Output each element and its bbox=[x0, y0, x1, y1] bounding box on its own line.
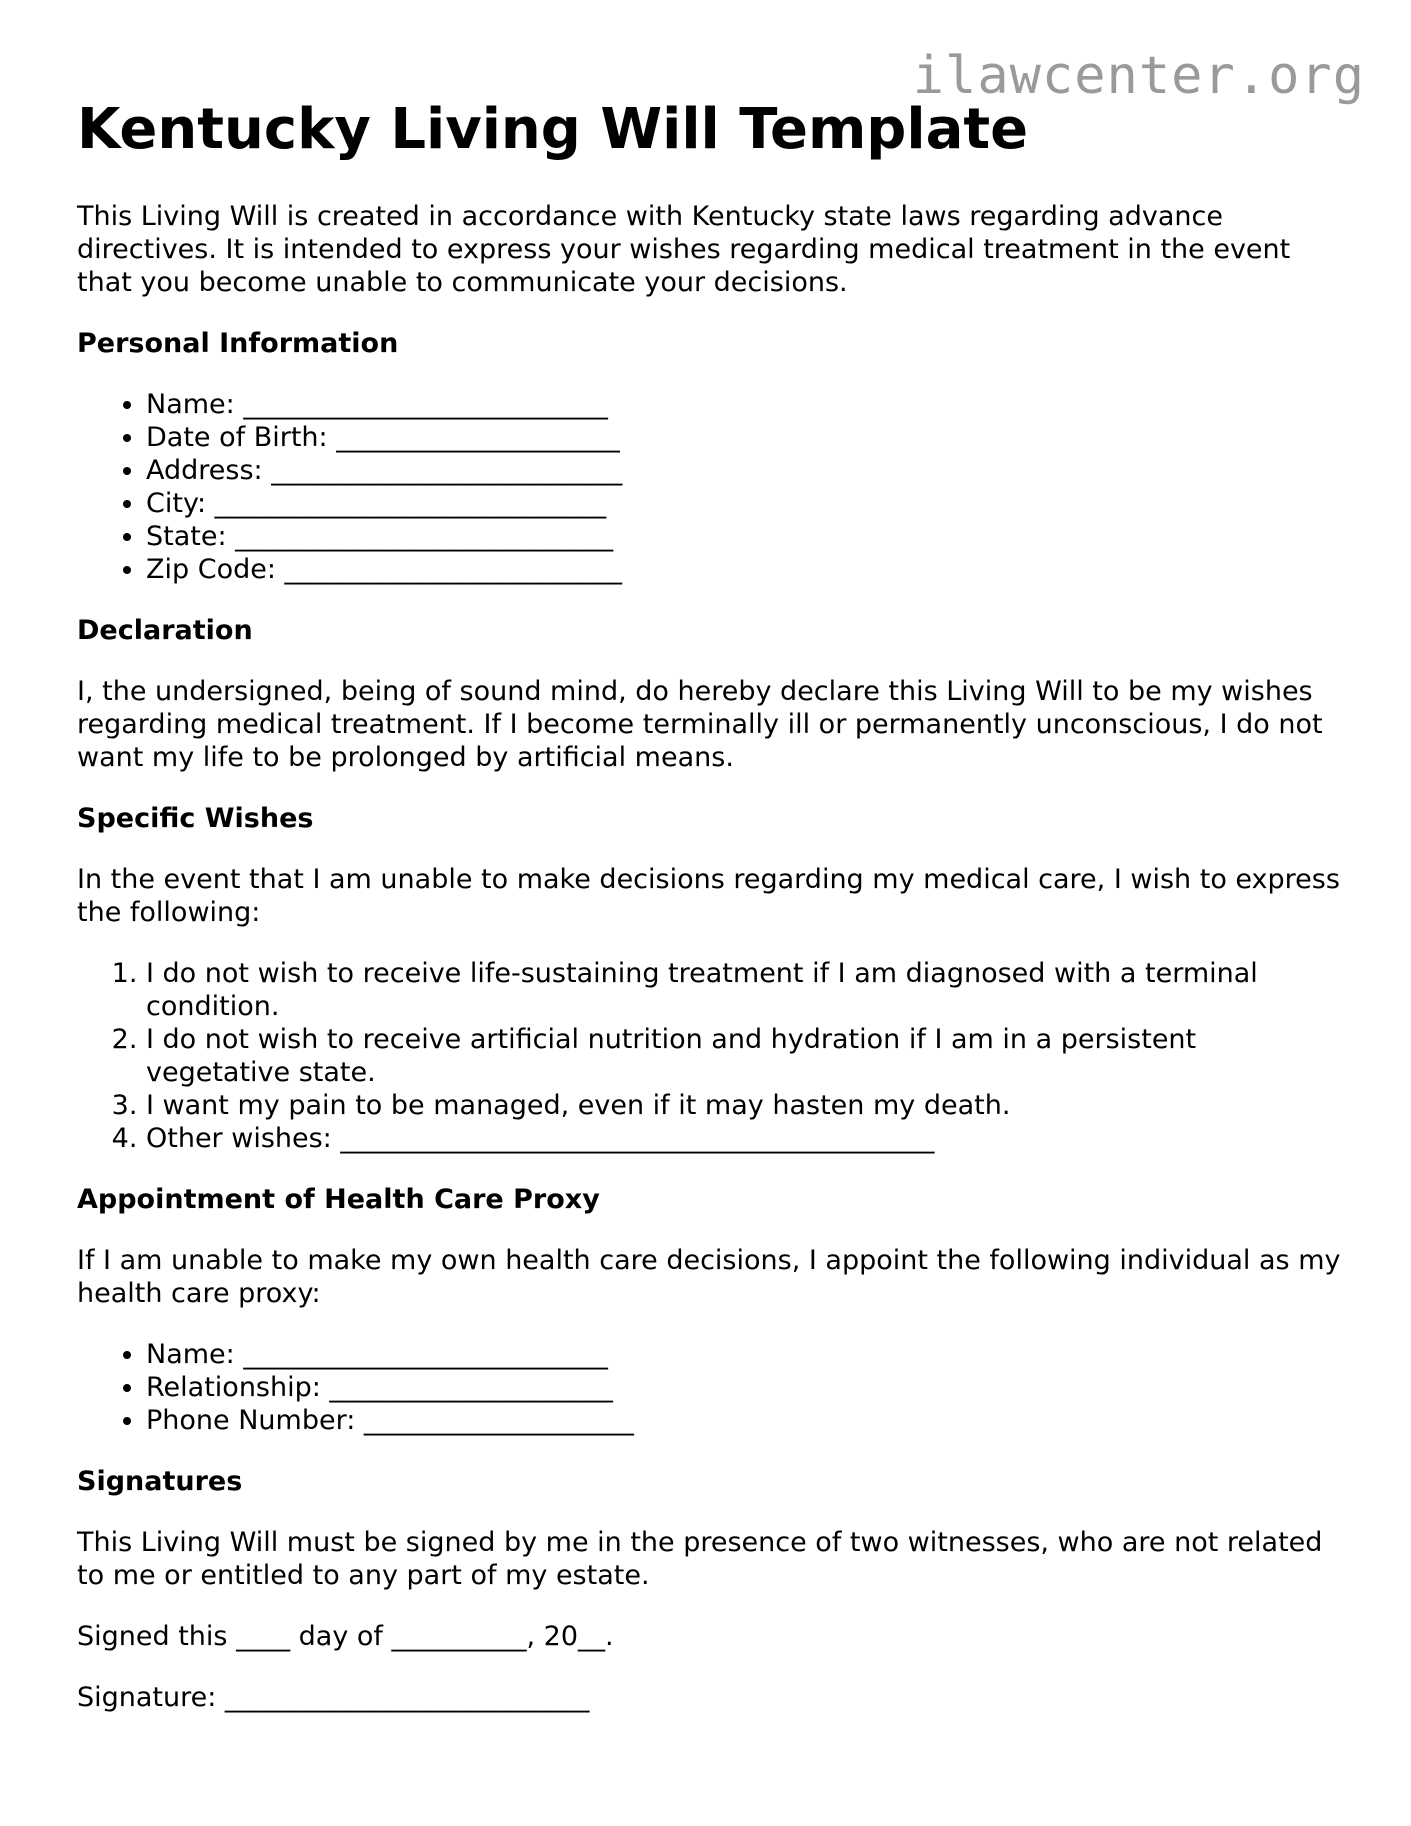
document bbox=[77, 98, 1347, 1742]
intro-paragraph: This Living Will is created in accordance with Kentucky state laws regarding advance directives. It is intended to express your wishes regarding medical treatment in the event that you become unable to communicate your decisions. bbox=[77, 201, 1291, 299]
signatures-heading: Signatures bbox=[77, 1466, 243, 1498]
page-title: Kentucky Living Will Template bbox=[77, 97, 1029, 162]
proxy-list bbox=[77, 1338, 1347, 1437]
wish-item: 1. I do not wish to receive life-sustaining treatment if I am diagnosed with a terminal condition. bbox=[146, 957, 1347, 1023]
specific-wishes-heading: Specific Wishes bbox=[77, 803, 314, 835]
declaration-heading: Declaration bbox=[77, 615, 253, 647]
proxy-name-field[interactable]: • Name: ___________________________ bbox=[146, 1338, 1347, 1371]
proxy-relationship-field[interactable]: • Relationship: _____________________ bbox=[146, 1371, 1347, 1404]
personal-address-field[interactable]: • Address: __________________________ bbox=[146, 454, 1347, 487]
specific-wishes-list bbox=[77, 957, 1347, 1155]
proxy-phone-field[interactable]: • Phone Number: ____________________ bbox=[146, 1404, 1347, 1437]
declaration-paragraph: I, the undersigned, being of sound mind, do hereby declare this Living Will to be my wishes regarding medical treatment. If I become terminally ill or permanently unconscious, I do not want my life to be prolonged by artificial means. bbox=[77, 676, 1323, 774]
proxy-intro: If I am unable to make my own health care decisions, I appoint the following individual as my health care proxy: bbox=[77, 1245, 1341, 1310]
personal-info-list bbox=[77, 388, 1347, 586]
wish-item: 3. I want my pain to be managed, even if it may hasten my death. bbox=[146, 1089, 1347, 1122]
signature-field[interactable]: Signature: ___________________________ bbox=[77, 1682, 590, 1714]
personal-info-heading: Personal Information bbox=[77, 328, 399, 360]
personal-state-field[interactable]: • State: ____________________________ bbox=[146, 520, 1347, 553]
watermark: ilawcenter.org bbox=[912, 46, 1365, 106]
personal-dob-field[interactable]: • Date of Birth: _____________________ bbox=[146, 421, 1347, 454]
signatures-paragraph: This Living Will must be signed by me in the presence of two witnesses, who are not related to me or entitled to any part of my estate. bbox=[77, 1527, 1323, 1592]
personal-name-field[interactable]: • Name: ___________________________ bbox=[146, 388, 1347, 421]
specific-wishes-intro: In the event that I am unable to make decisions regarding my medical care, I wish to express the following: bbox=[77, 864, 1340, 929]
personal-city-field[interactable]: • City: _____________________________ bbox=[146, 487, 1347, 520]
proxy-heading: Appointment of Health Care Proxy bbox=[77, 1184, 600, 1216]
wish-item: 2. I do not wish to receive artificial nutrition and hydration if I am in a persistent vegetative state. bbox=[146, 1023, 1347, 1089]
personal-zip-field[interactable]: • Zip Code: _________________________ bbox=[146, 553, 1347, 586]
signed-date-field[interactable]: Signed this ____ day of __________, 20__. bbox=[77, 1621, 614, 1653]
other-wishes-field[interactable]: 4. Other wishes: ____________________________________________ bbox=[146, 1122, 1347, 1155]
